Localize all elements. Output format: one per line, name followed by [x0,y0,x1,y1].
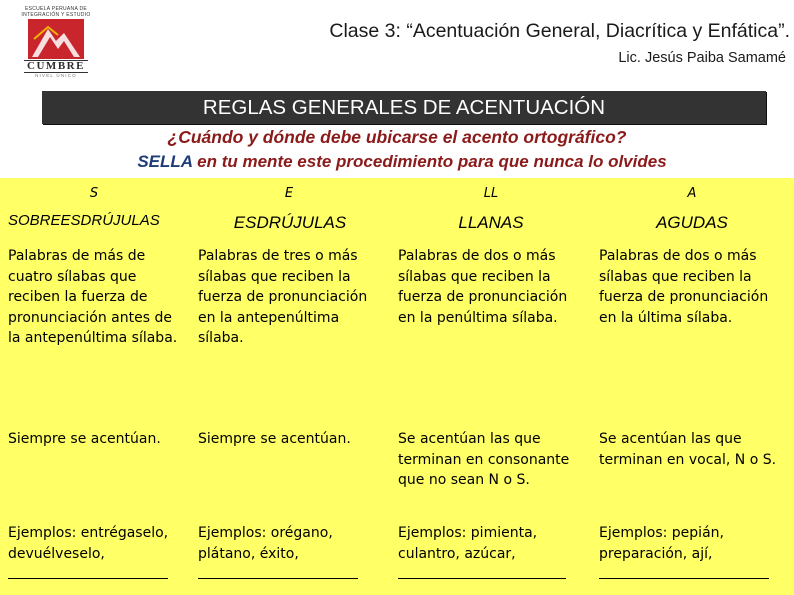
mountain-logo-icon [28,19,84,59]
examples-cell-sobreesdrujulas: Ejemplos: entrégaselo, devuélveselo, [8,525,169,562]
definition-cell-llanas: Palabras de dos o más sílabas que reciben la fuerza de pronunciación en la penúltima sílaba. [398,248,568,326]
answer-blank-esdrujulas[interactable] [198,578,358,579]
guiding-question: ¿Cuándo y dónde debe ubicarse el acento ortográfico? [167,127,627,147]
rule-cell-llanas: Se acentúan las que terminan en consonante que no sean N o S. [398,431,570,488]
column-name-agudas: AGUDAS [656,213,728,232]
definition-cell-agudas: Palabras de dos o más sílabas que reciben la fuerza de pronunciación en la última sílaba. [599,248,769,326]
definition-cell-esdrujulas: Palabras de tres o más sílabas que reciben la fuerza de pronunciación en la antepenúltima sílaba. [198,248,368,346]
answer-blank-agudas[interactable] [599,578,769,579]
sella-instruction [0,152,794,172]
rule-cell-agudas: Se acentúan las que terminan en vocal, N o S. [599,431,777,468]
column-name-esdrujulas: ESDRÚJULAS [233,213,347,232]
school-logo [18,6,94,78]
logo-brand: CUMBRE [24,60,88,73]
answer-blank-sobreesdrujulas[interactable] [8,578,168,579]
logo-subtext: NIVEL ÚNICO [35,73,77,78]
examples-cell-esdrujulas: Ejemplos: orégano, plátano, éxito, [198,525,333,562]
rule-cell-esdrujulas: Siempre se acentúan. [198,431,351,447]
rule-cell-sobreesdrujulas: Siempre se acentúan. [8,431,161,447]
page-title: Clase 3: “Acentuación General, Diacrítica y Enfática”. [329,20,790,42]
column-name-llanas: LLANAS [458,213,524,232]
logo-top-text: ESCUELA PERUANA DE INTEGRACIÓN Y ESTUDIO [21,6,91,18]
column-letter-a: A [687,186,697,201]
column-letter-s: S [89,186,99,201]
sella-rest: en tu mente este procedimiento para que nunca lo olvides [192,152,667,171]
definition-cell-sobreesdrujulas: Palabras de más de cuatro sílabas que reciben la fuerza de pronunciación antes de la antepenúltima sílaba. [8,248,178,346]
answer-blank-llanas[interactable] [398,578,566,579]
column-letter-ll: LL [483,186,499,201]
examples-cell-agudas: Ejemplos: pepián, preparación, ají, [599,525,724,562]
sella-word: SELLA [137,152,193,171]
column-name-sobreesdrujulas: SOBREESDRÚJULAS [8,212,160,229]
examples-cell-llanas: Ejemplos: pimienta, culantro, azúcar, [398,525,538,562]
column-letter-e: E [284,186,294,201]
section-banner: REGLAS GENERALES DE ACENTUACIÓN [42,91,766,124]
author-name: Lic. Jesús Paiba Samamé [618,50,786,66]
